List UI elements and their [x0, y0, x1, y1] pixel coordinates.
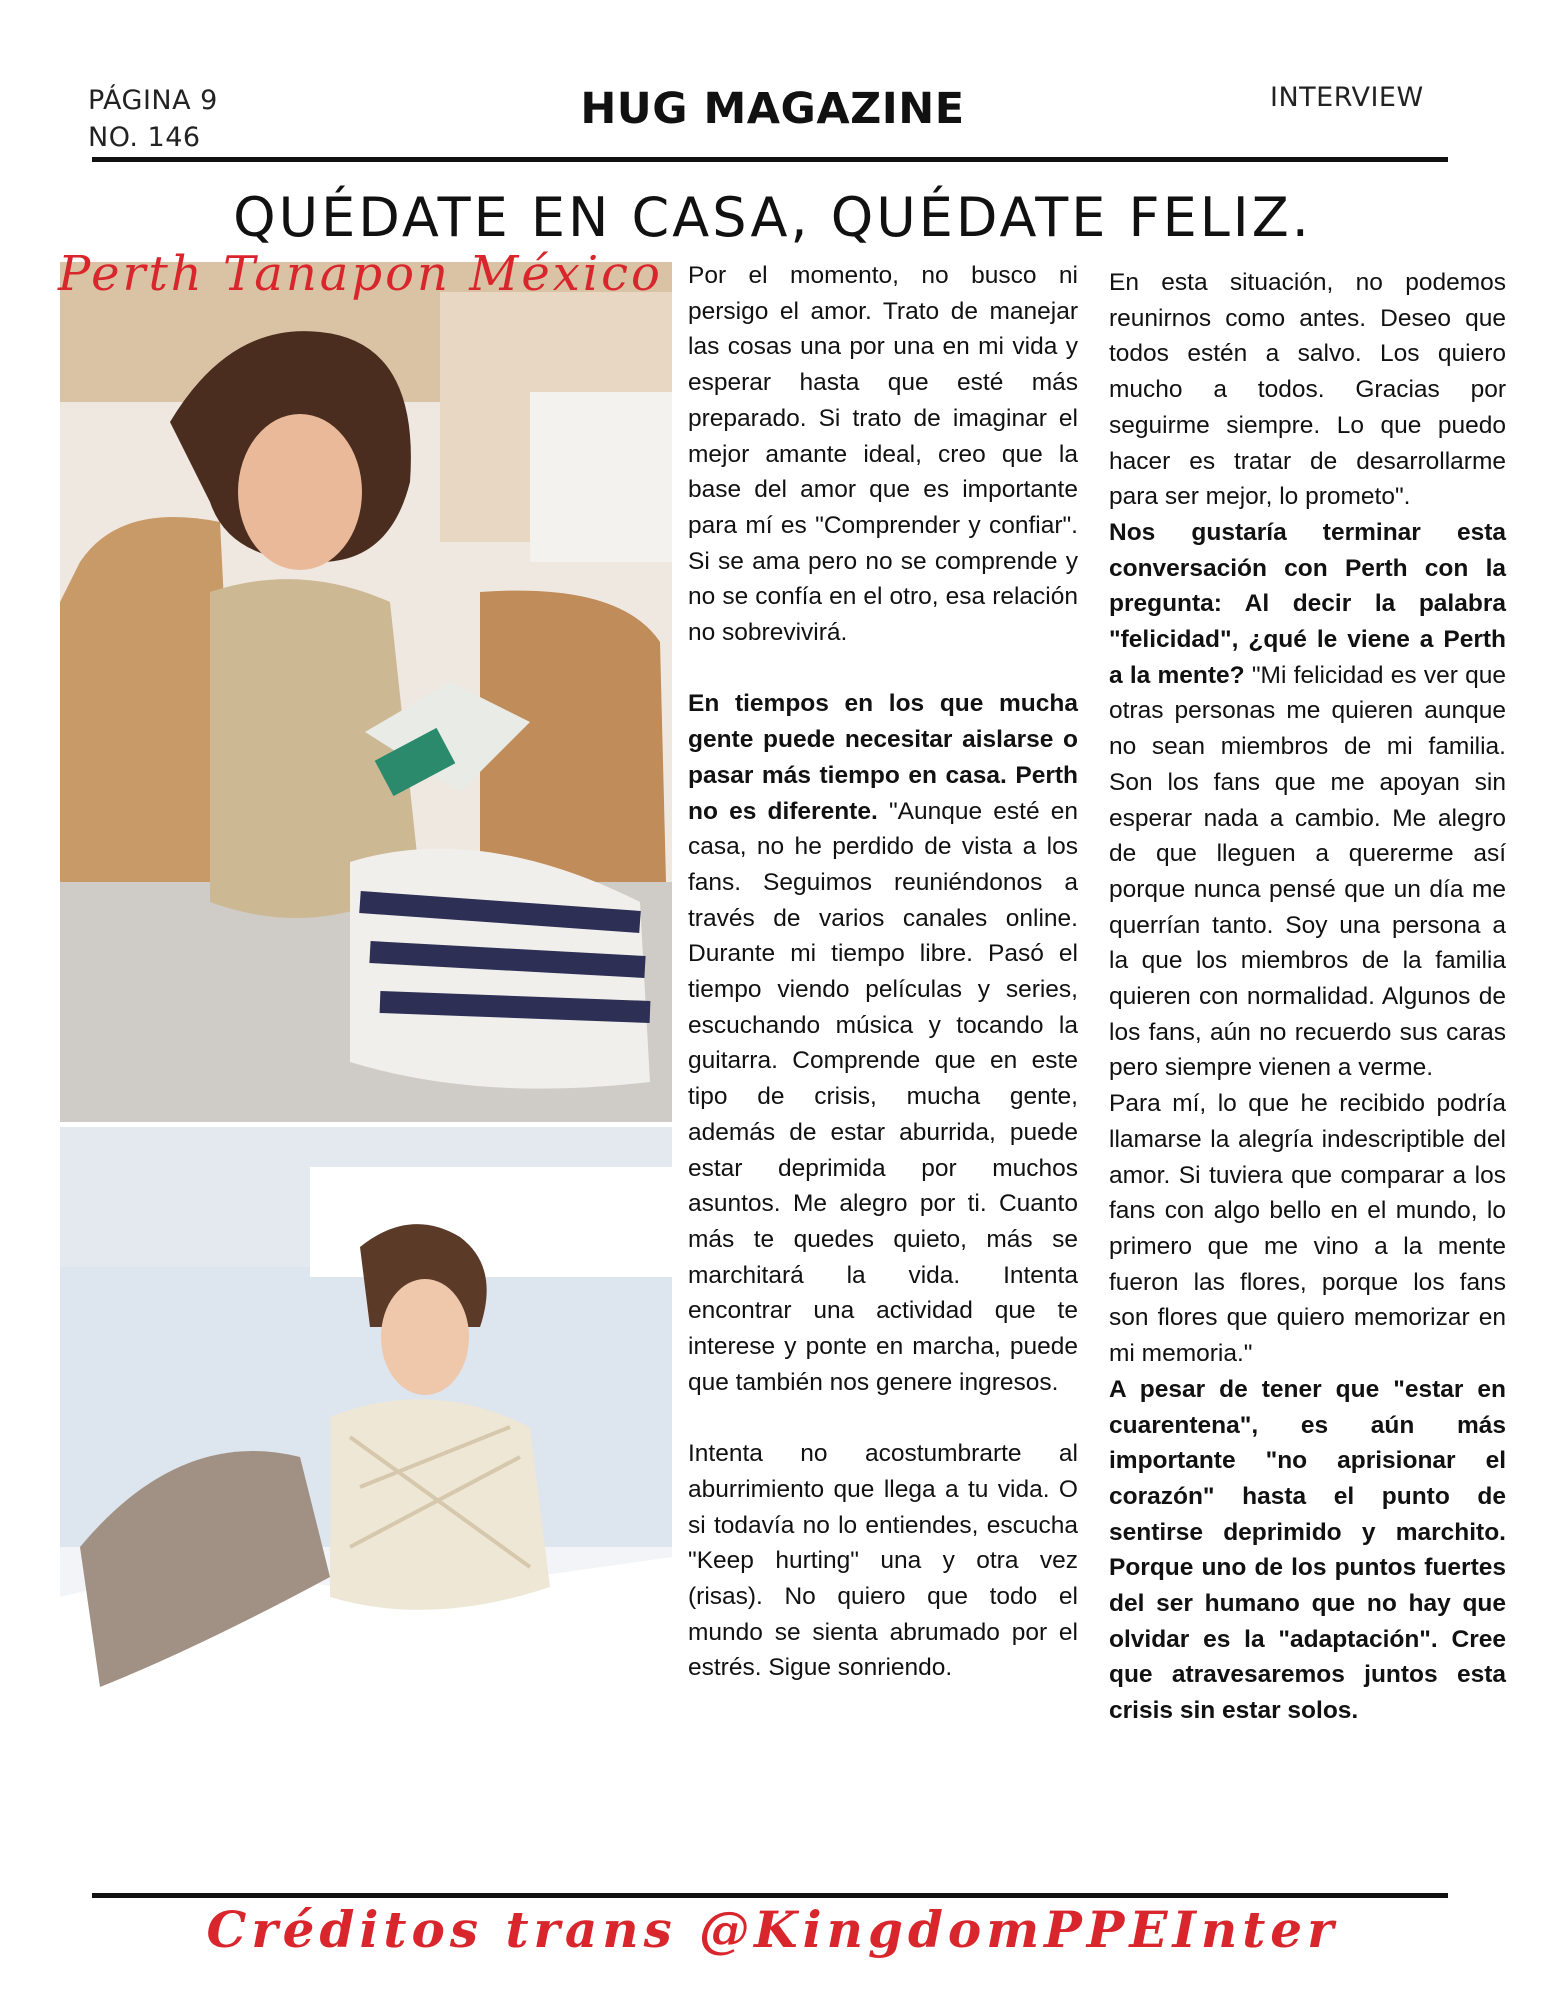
closing-text: A pesar de tener que "estar en cuarentena", es aún más importante "no aprisionar el corazón" hasta el punto de sentirse deprimido y marchito. Porque uno de los puntos fuertes del ser humano que no hay que olvidar es la "adaptación". Cree que atravesaremos juntos esta crisis sin estar solos.: [1109, 1375, 1506, 1725]
bottom-divider: [92, 1893, 1448, 1898]
headline: QUÉDATE EN CASA, QUÉDATE FELIZ.: [233, 186, 1312, 249]
photo-bed: [60, 1127, 672, 1892]
question-text: En tiempos en los que mucha gente puede necesitar aislarse o pasar más tiempo en casa. Perth no es diferente.: [688, 690, 1078, 825]
credits-text: Créditos trans @KingdomPPEInter: [206, 1900, 1339, 1959]
paragraph: [688, 686, 1078, 1400]
paragraph: Intenta no acostumbrarte al aburrimiento que llega a tu vida. O si todavía no lo entiendes, escucha "Keep hurting" una y otra vez (risas). No quiero que todo el mundo se sienta abrumado por el estrés. Sigue sonriendo.: [688, 1440, 1078, 1682]
paragraph: Para mí, lo que he recibido podría llamarse la alegría indescriptible del amor. Si tuviera que comparar a los fans con algo bello en el mundo, lo primero que me vino a la mente fueron las flores, porque los fans son flores que quiero memorizar en mi memoria.": [1109, 1090, 1506, 1368]
answer-text: "Aunque esté en casa, no he perdido de vista a los fans. Seguimos reuniéndonos a través de varios canales online. Durante mi tiempo libre. Pasó el tiempo viendo películas y series, escuchando música y tocando la guitarra. Comprende que en este tipo de crisis, mucha gente, además de estar aburrida, puede estar deprimida por muchos asuntos. Me alegro por ti. Cuanto más te quedes quieto, más se marchitará la vida. Intenta encontrar una actividad que te interese y ponte en marcha, puede que también nos genere ingresos.: [688, 797, 1078, 1396]
top-divider: [92, 157, 1448, 162]
article-column-middle: [688, 258, 1078, 1686]
page-number: PÁGINA 9: [88, 85, 218, 116]
article-column-right: [1109, 265, 1506, 1729]
paragraph: En esta situación, no podemos reunirnos como antes. Deseo que todos estén a salvo. Los quiero mucho a todos. Gracias por seguirme siempre. Lo que puedo hacer es tratar de desarrollarme para ser mejor, lo prometo".: [1109, 269, 1506, 511]
question-text: Nos gustaría terminar esta conversación con Perth con la pregunta: Al decir la palabra "felicidad", ¿qué le viene a Perth a la mente?: [1109, 518, 1506, 689]
magazine-title: HUG MAGAZINE: [580, 84, 965, 134]
answer-text: "Mi felicidad es ver que otras personas me quieren aunque no sean miembros de mi familia. Son los fans que me apoyan sin esperar nada a cambio. Me alegro de que lleguen a quererme así porque nunca pensé que un día me querrían tanto. Soy una persona a la que los miembros de la familia quieren con normalidad. Algunos de los fans, aún no recuerdo sus caras pero siempre vienen a verme.: [1109, 661, 1506, 1082]
paragraph: [1109, 1372, 1506, 1729]
issue-number: NO. 146: [88, 122, 201, 153]
photo-reading-chair: [60, 262, 672, 1122]
paragraph: [1109, 515, 1506, 1086]
paragraph: Por el momento, no busco ni persigo el amor. Trato de manejar las cosas una por una en mi vida y esperar hasta que esté más preparado. Si trato de imaginar el mejor amante ideal, creo que la base del amor que es importante para mí es "Comprender y confiar". Si se ama pero no se comprende y no se confía en el otro, esa relación no sobrevivirá.: [688, 262, 1078, 647]
section-label: INTERVIEW: [1270, 82, 1424, 113]
watermark-text: Perth Tanapon México: [58, 246, 663, 302]
